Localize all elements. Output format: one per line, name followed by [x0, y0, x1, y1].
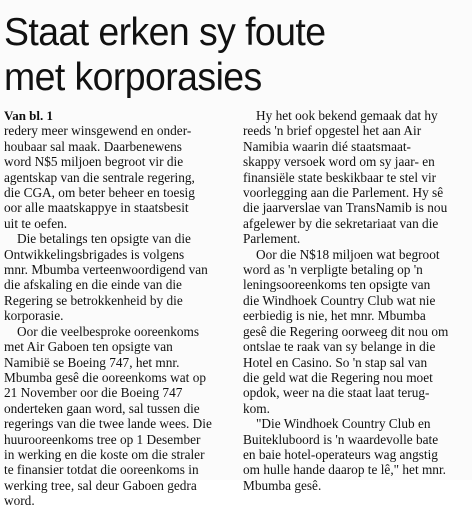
article-line: werking tree, sal deur Gaboen gedra	[4, 477, 197, 493]
article-line: in werking en die koste om die straler	[4, 446, 205, 462]
article-line: Oor die veelbesproke ooreenkoms	[17, 323, 200, 339]
article-line: korporasie.	[4, 308, 64, 324]
article-line: Hy het ook bekend gemaak dat hy	[256, 108, 438, 123]
headline-line-2: met korporasies	[4, 56, 262, 99]
article-line: eerbiedig is nie, het mnr. Mbumba	[243, 308, 426, 324]
article-line: leningsooreenkoms ten opsigte van	[243, 277, 431, 293]
article-line: kom.	[243, 400, 270, 416]
article-line: en baie hotel-operateurs wag angstig	[243, 446, 438, 462]
article-line: Mbumba gesê.	[243, 477, 322, 493]
article-line: word as 'n verpligte betaling op 'n	[243, 262, 423, 278]
article-line: "Die Windhoek Country Club en	[256, 416, 431, 432]
article-line: onderteken gaan word, sal tussen die	[4, 400, 200, 416]
article-line: regerings van die twee lande wees. Die	[4, 416, 212, 432]
article-line: Die betalings ten opsigte van die	[17, 231, 191, 247]
article-line: Namibia waarin dié staatsmaat-	[243, 138, 411, 154]
article-line: finansiële state beskikbaar te stel vir	[243, 169, 437, 185]
article-line: Buitekluboord is 'n waardevolle bate	[243, 431, 439, 447]
continued-from-label: Van bl. 1	[4, 108, 54, 123]
article-line: die jaarverslae van TransNamib is nou	[243, 200, 448, 216]
article-line: mnr. Mbumba verteenwoordigend van	[4, 262, 208, 278]
headline-line-1: Staat erken sy foute	[4, 11, 326, 54]
article-line: die afskaling en die einde van die	[4, 277, 182, 293]
article-line: oor alle maatskappye in staatsbesit	[4, 200, 189, 216]
article-line: ontslae te raak van sy belange in die	[243, 339, 436, 355]
article-line: uit te oefen.	[4, 215, 68, 231]
article-line: voorlegging aan die Parlement. Hy sê	[243, 185, 444, 201]
article-line: Regering se betrokkenheid by die	[4, 292, 183, 308]
article-line: te finansier totdat die ooreenkoms in	[4, 462, 199, 478]
article-line: Ontwikkelingsbrigades is volgens	[4, 246, 185, 262]
article-line: afgelewer by die sekretariaat van die	[243, 215, 439, 231]
article-line: 21 November oor die Boeing 747	[4, 385, 183, 401]
article-line: die Windhoek Country Club wat nie	[243, 292, 436, 308]
article-line: reeds 'n brief opgestel het aan Air	[243, 123, 422, 139]
article-line: opdok, weer na die staat laat terug-	[243, 385, 430, 401]
article-line: Hotel en Casino. So 'n stap sal van	[243, 354, 428, 370]
headline	[4, 10, 449, 100]
article-line: houbaar sal maak. Daarbenewens	[4, 138, 182, 154]
article-line: Namibië se Boeing 747, het mnr.	[4, 354, 180, 370]
article-line: huurooreenkoms tree op 1 Desember	[4, 431, 201, 447]
article-line: om hulle hande daarop te lê," het mnr.	[243, 462, 446, 478]
article-column-right	[243, 108, 469, 493]
article-column-left	[4, 108, 231, 509]
article-line: Parlement.	[243, 231, 301, 247]
article-line: word N$5 miljoen begroot vir die	[4, 154, 184, 170]
article-line: met Air Gaboen ten opsigte van	[4, 339, 173, 355]
article-line: die CGA, om beter beheer en toesig	[4, 185, 195, 201]
article-line: skappy versoek word om sy jaar- en	[243, 154, 435, 170]
article-line: gesê die Regering oorweeg dit nou om	[243, 323, 449, 339]
article-line: die geld wat die Regering nou moet	[243, 369, 433, 385]
article-line: Mbumba gesê die ooreenkoms wat op	[4, 369, 206, 385]
article-line: agentskap van die sentrale regering,	[4, 169, 195, 185]
article-line: redery meer winsgewend en onder-	[4, 123, 192, 139]
article-line: Oor die N$18 miljoen wat begroot	[256, 246, 440, 262]
article-line: word.	[4, 493, 35, 509]
